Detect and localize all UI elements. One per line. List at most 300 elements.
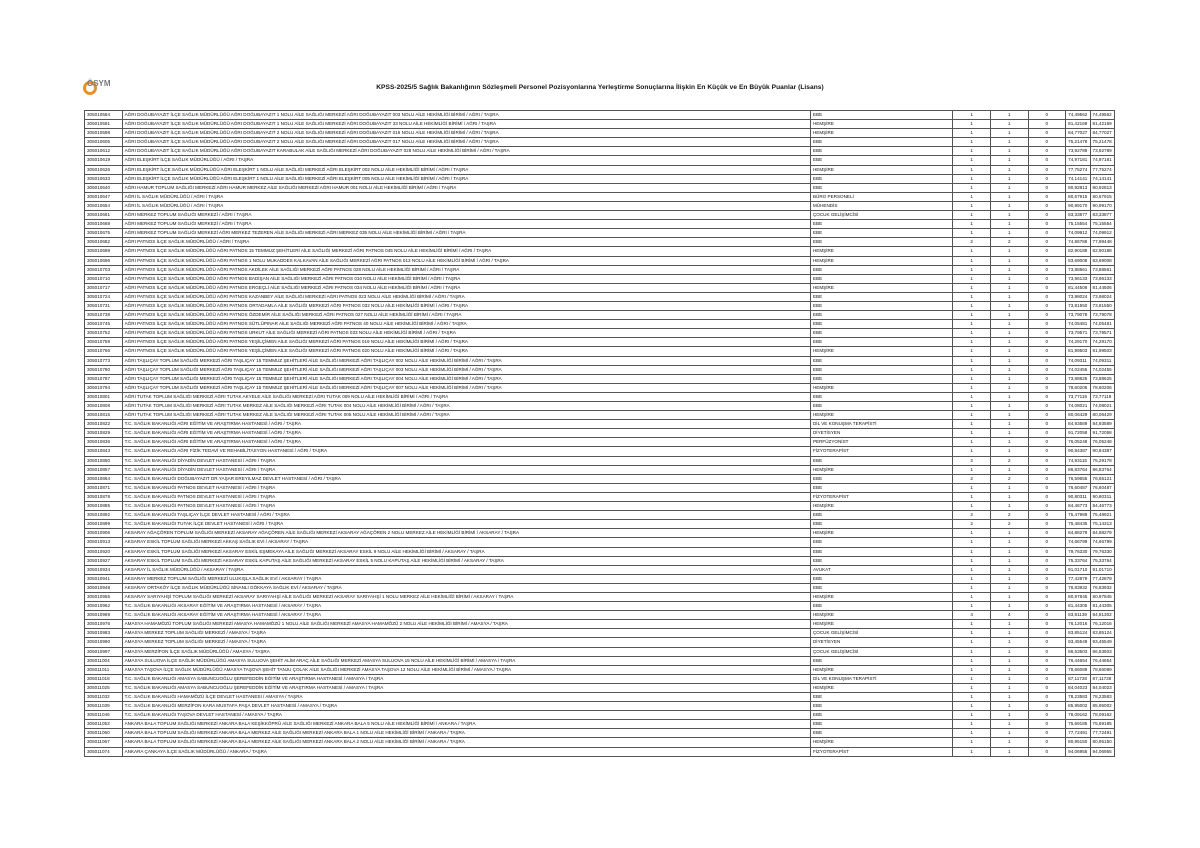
min-score-cell: 76,60487	[1066, 483, 1090, 492]
position-code-cell: 305010927	[85, 556, 123, 565]
quota-cell: 2	[953, 456, 991, 465]
position-code-cell: 305010969	[85, 611, 123, 620]
position-code-cell: 305010871	[85, 483, 123, 492]
position-title-cell: HEMŞİRE	[810, 683, 952, 692]
unit-name-cell: AĞRI TAŞLIÇAY TOPLUM SAĞLIĞI MERKEZİ AĞRI TAŞLIÇAY 15 TEMMUZ ŞEHİTLERİ AİLE SAĞLIĞI MERKEZİ AĞRI TAŞLIÇAY 002 NOLU AİLE HEKİMLİĞİ BİRİMİ / AĞRI / TAŞRA	[122, 356, 810, 365]
table-row	[85, 229, 1115, 238]
position-code-cell: 305010976	[85, 620, 123, 629]
unit-name-cell: AĞRI MERKEZ TOPLUM SAĞLIĞI MERKEZİ AĞRI MERKEZ TEZEREN AİLE SAĞLIĞI MERKEZİ AĞRI MERKEZ 035 NOLU AİLE HEKİMLİĞİ BİRİMİ / AĞRI / TAŞRA	[122, 229, 810, 238]
position-title-cell: DİYETİSYEN	[810, 429, 952, 438]
max-score-cell: 85,95002	[1090, 702, 1114, 711]
unit-name-cell: AĞRI DOĞUBAYAZIT İLÇE SAĞLIK MÜDÜRLÜĞÜ AĞRI DOĞUBAYAZIT KARABULAK AİLE SAĞLIĞI MERKEZİ AĞRI DOĞUBAYAZIT 028 NOLU AİLE HEKİMLİĞİ BİRİMİ / AĞRI / TAŞRA	[122, 147, 810, 156]
position-title-cell: FİZYOTERAPİST	[810, 747, 952, 756]
quota-cell: 1	[953, 356, 991, 365]
vacant-cell: 0	[1028, 538, 1066, 547]
unit-name-cell: T.C. SAĞLIK BAKANLIĞI AKSARAY EĞİTİM VE ARAŞTIRMA HASTANESİ / AKSARAY / TAŞRA	[122, 611, 810, 620]
placed-cell: 1	[990, 301, 1028, 310]
quota-cell: 1	[953, 392, 991, 401]
unit-name-cell: T.C. SAĞLIK BAKANLIĞI PATNOS DEVLET HASTANESİ / AĞRI / TAŞRA	[122, 483, 810, 492]
quota-cell: 1	[953, 201, 991, 210]
table-row	[85, 220, 1115, 229]
max-score-cell: 83,33877	[1090, 211, 1114, 220]
placed-cell: 1	[990, 547, 1028, 556]
position-code-cell: 305011025	[85, 683, 123, 692]
max-score-cell: 75,14313	[1090, 520, 1114, 529]
vacant-cell: 0	[1028, 211, 1066, 220]
min-score-cell: 75,48435	[1066, 520, 1090, 529]
quota-cell: 1	[953, 156, 991, 165]
position-title-cell: DİL VE KONUŞMA TERAPİSTİ	[810, 674, 952, 683]
quota-cell: 1	[953, 256, 991, 265]
unit-name-cell: AMASYA TAŞOVA İLÇE SAĞLIK MÜDÜRLÜĞÜ AMASYA TAŞOVA ŞEHİT TANJU ÇOLAK AİLE SAĞLIĞI MERKEZİ AMASYA TAŞOVA 12 NOLU AİLE HEKİMLİĞİ BİRİMİ / AMASYA / TAŞRA	[122, 665, 810, 674]
vacant-cell: 0	[1028, 693, 1066, 702]
quota-cell: 2	[953, 511, 991, 520]
max-score-cell: 76,65121	[1090, 474, 1114, 483]
unit-name-cell: T.C. SAĞLIK BAKANLIĞI DİYADİN DEVLET HASTANESİ / AĞRI / TAŞRA	[122, 465, 810, 474]
placed-cell: 1	[990, 156, 1028, 165]
vacant-cell: 0	[1028, 292, 1066, 301]
unit-name-cell: T.C. SAĞLIK BAKANLIĞI AĞRI EĞİTİM VE ARAŞTIRMA HASTANESİ / AĞRI / TAŞRA	[122, 438, 810, 447]
vacant-cell: 0	[1028, 338, 1066, 347]
position-title-cell: EBE	[810, 602, 952, 611]
unit-name-cell: T.C. SAĞLIK BAKANLIĞI AĞRI EĞİTİM VE ARAŞTIRMA HASTANESİ / AĞRI / TAŞRA	[122, 429, 810, 438]
table-row	[85, 711, 1115, 720]
min-score-cell: 78,23583	[1066, 693, 1090, 702]
position-code-cell: 305010885	[85, 502, 123, 511]
position-code-cell: 305010640	[85, 183, 123, 192]
vacant-cell: 0	[1028, 383, 1066, 392]
placed-cell: 1	[990, 465, 1028, 474]
table-row	[85, 602, 1115, 611]
unit-name-cell: AĞRI PATNOS İLÇE SAĞLIK MÜDÜRLÜĞÜ AĞRI PATNOS URKUT AİLE SAĞLIĞI MERKEZİ AĞRI PATNOS 033 NOLU AİLE HEKİMLİĞİ BİRİMİ / AĞRI / TAŞRA	[122, 329, 810, 338]
placed-cell: 1	[990, 720, 1028, 729]
placed-cell: 1	[990, 483, 1028, 492]
min-score-cell: 75,33764	[1066, 556, 1090, 565]
position-title-cell: EBE	[810, 392, 952, 401]
position-title-cell: EBE	[810, 702, 952, 711]
vacant-cell: 0	[1028, 702, 1066, 711]
max-score-cell: 84,04023	[1090, 683, 1114, 692]
unit-name-cell: AĞRI PATNOS İLÇE SAĞLIK MÜDÜRLÜĞÜ AĞRI PATNOS BADİŞAN AİLE SAĞLIĞI MERKEZİ AĞRI PATNOS 010 NOLU AİLE HEKİMLİĞİ BİRİMİ / AĞRI / TAŞRA	[122, 274, 810, 283]
quota-cell: 1	[953, 683, 991, 692]
quota-cell: 2	[953, 520, 991, 529]
unit-name-cell: T.C. SAĞLIK BAKANLIĞI AMASYA SABUNCUOĞLU ŞEREFEDDİN EĞİTİM VE ARAŞTIRMA HASTANESİ / AMASYA / TAŞRA	[122, 674, 810, 683]
position-code-cell: 305010941	[85, 574, 123, 583]
vacant-cell: 0	[1028, 665, 1066, 674]
placed-cell: 1	[990, 529, 1028, 538]
vacant-cell: 0	[1028, 411, 1066, 420]
placed-cell: 1	[990, 602, 1028, 611]
quota-cell: 1	[953, 693, 991, 702]
placed-cell: 1	[990, 220, 1028, 229]
results-table	[84, 110, 1115, 757]
position-code-cell: 305010619	[85, 156, 123, 165]
unit-name-cell: AĞRI PATNOS İLÇE SAĞLIK MÜDÜRLÜĞÜ / AĞRI / TAŞRA	[122, 238, 810, 247]
position-title-cell: HEMŞİRE	[810, 529, 952, 538]
min-score-cell: 86,83764	[1066, 465, 1090, 474]
position-code-cell: 305010794	[85, 383, 123, 392]
max-score-cell: 91,72058	[1090, 429, 1114, 438]
min-score-cell: 91,01710	[1066, 565, 1090, 574]
placed-cell: 1	[990, 592, 1028, 601]
quota-cell: 1	[953, 402, 991, 411]
logo-text: ÖSYM	[87, 79, 111, 88]
quota-cell: 1	[953, 729, 991, 738]
placed-cell: 1	[990, 447, 1028, 456]
position-title-cell: EBE	[810, 356, 952, 365]
min-score-cell: 77,75274	[1066, 165, 1090, 174]
table-row	[85, 492, 1115, 501]
position-title-cell: EBE	[810, 156, 952, 165]
vacant-cell: 0	[1028, 711, 1066, 720]
position-title-cell: HEMŞİRE	[810, 411, 952, 420]
position-title-cell: FİZYOTERAPİST	[810, 492, 952, 501]
min-score-cell: 76,05248	[1066, 438, 1090, 447]
position-title-cell: EBE	[810, 138, 952, 147]
table-row	[85, 329, 1115, 338]
table-row	[85, 529, 1115, 538]
position-code-cell: 305010759	[85, 338, 123, 347]
unit-name-cell: AMASYA HAMAMÖZÜ TOPLUM SAĞLIĞI MERKEZİ AMASYA HAMAMÖZÜ 1 NOLU AİLE SAĞLIĞI MERKEZİ AMASYA HAMAMÖZÜ 2 NOLU AİLE HEKİMLİĞİ BİRİMİ / AMASYA / TAŞRA	[122, 620, 810, 629]
table-row	[85, 383, 1115, 392]
unit-name-cell: T.C. SAĞLIK BAKANLIĞI AMASYA SABUNCUOĞLU ŞEREFEDDİN EĞİTİM VE ARAŞTIRMA HASTANESİ / AMASYA / TAŞRA	[122, 683, 810, 692]
max-score-cell: 78,23583	[1090, 693, 1114, 702]
vacant-cell: 0	[1028, 474, 1066, 483]
min-score-cell: 74,14141	[1066, 174, 1090, 183]
position-title-cell: EBE	[810, 329, 952, 338]
vacant-cell: 0	[1028, 274, 1066, 283]
position-code-cell: 305010892	[85, 511, 123, 520]
placed-cell: 1	[990, 656, 1028, 665]
vacant-cell: 0	[1028, 438, 1066, 447]
vacant-cell: 0	[1028, 256, 1066, 265]
vacant-cell: 0	[1028, 747, 1066, 756]
position-title-cell: EBE	[810, 538, 952, 547]
unit-name-cell: ANKARA BALA TOPLUM SAĞLIĞI MERKEZİ ANKARA BALA MERKEZ AİLE SAĞLIĞI MERKEZİ ANKARA BALA 2 NOLU AİLE HEKİMLİĞİ BİRİMİ / ANKARA / TAŞRA	[122, 738, 810, 747]
table-row	[85, 556, 1115, 565]
min-score-cell: 79,76330	[1066, 547, 1090, 556]
unit-name-cell: AĞRI DOĞUBAYAZIT İLÇE SAĞLIK MÜDÜRLÜĞÜ AĞRI DOĞUBAYAZIT 2 NOLU AİLE SAĞLIĞI MERKEZİ AĞRI DOĞUBAYAZIT 016 NOLU AİLE HEKİMLİĞİ BİRİMİ / AĞRI / TAŞRA	[122, 129, 810, 138]
position-code-cell: 305010787	[85, 374, 123, 383]
table-row	[85, 583, 1115, 592]
min-score-cell: 74,02455	[1066, 365, 1090, 374]
table-row	[85, 365, 1115, 374]
placed-cell: 1	[990, 665, 1028, 674]
vacant-cell: 0	[1028, 129, 1066, 138]
placed-cell: 1	[990, 192, 1028, 201]
min-score-cell: 80,06429	[1066, 411, 1090, 420]
min-score-cell: 73,79078	[1066, 311, 1090, 320]
table-row	[85, 147, 1115, 156]
max-score-cell: 86,83764	[1090, 465, 1114, 474]
quota-cell: 1	[953, 283, 991, 292]
unit-name-cell: AĞRI PATNOS İLÇE SAĞLIK MÜDÜRLÜĞÜ AĞRI PATNOS KAZANBEY AİLE SAĞLIĞI MERKEZİ AĞRI PATNOS 023 NOLU AİLE HEKİMLİĞİ BİRİMİ / AĞRI / TAŞRA	[122, 292, 810, 301]
quota-cell: 1	[953, 420, 991, 429]
vacant-cell: 0	[1028, 638, 1066, 647]
placed-cell: 2	[990, 474, 1028, 483]
max-score-cell: 81,99503	[1090, 347, 1114, 356]
quota-cell: 1	[953, 492, 991, 501]
position-title-cell: EBE	[810, 147, 952, 156]
table-row	[85, 447, 1115, 456]
min-score-cell: 73,88561	[1066, 265, 1090, 274]
unit-name-cell: AKSARAY AĞAÇÖREN TOPLUM SAĞLIĞI MERKEZİ AKSARAY AĞAÇÖREN AİLE SAĞLIĞI MERKEZİ AKSARAY AĞAÇÖREN 2 NOLU MERKEZ AİLE HEKİMLİĞİ BİRİMİ / AKSARAY / TAŞRA	[122, 529, 810, 538]
table-row	[85, 702, 1115, 711]
max-score-cell: 81,44506	[1090, 283, 1114, 292]
position-code-cell: 305010948	[85, 583, 123, 592]
max-score-cell: 76,60487	[1090, 483, 1114, 492]
min-score-cell: 73,98024	[1066, 292, 1090, 301]
placed-cell: 1	[990, 538, 1028, 547]
max-score-cell: 73,92789	[1090, 147, 1114, 156]
position-code-cell: 305010983	[85, 629, 123, 638]
placed-cell: 1	[990, 647, 1028, 656]
unit-name-cell: AĞRI MERKEZ TOPLUM SAĞLIĞI MERKEZİ / AĞRI / TAŞRA	[122, 211, 810, 220]
table-row	[85, 656, 1115, 665]
table-row	[85, 638, 1115, 647]
quota-cell: 1	[953, 556, 991, 565]
position-code-cell: 305010843	[85, 447, 123, 456]
max-score-cell: 80,97845	[1090, 592, 1114, 601]
quota-cell: 1	[953, 565, 991, 574]
max-score-cell: 90,99170	[1090, 201, 1114, 210]
unit-name-cell: AĞRI İL SAĞLIK MÜDÜRLÜĞÜ / AĞRI / TAŞRA	[122, 192, 810, 201]
placed-cell: 1	[990, 383, 1028, 392]
min-score-cell: 73,88625	[1066, 374, 1090, 383]
position-title-cell: EBE	[810, 111, 952, 120]
vacant-cell: 0	[1028, 529, 1066, 538]
max-score-cell: 81,44305	[1090, 602, 1114, 611]
quota-cell: 1	[953, 338, 991, 347]
min-score-cell: 81,44506	[1066, 283, 1090, 292]
placed-cell: 1	[990, 420, 1028, 429]
table-row	[85, 465, 1115, 474]
placed-cell: 1	[990, 356, 1028, 365]
unit-name-cell: T.C. SAĞLIK BAKANLIĞI PATNOS DEVLET HASTANESİ / AĞRI / TAŞRA	[122, 502, 810, 511]
quota-cell: 1	[953, 138, 991, 147]
table-row	[85, 283, 1115, 292]
quota-cell: 1	[953, 429, 991, 438]
table-row	[85, 129, 1115, 138]
max-score-cell: 77,72491	[1090, 729, 1114, 738]
max-score-cell: 77,99448	[1090, 238, 1114, 247]
placed-cell: 1	[990, 438, 1028, 447]
quota-cell: 1	[953, 129, 991, 138]
position-code-cell: 305010934	[85, 565, 123, 574]
vacant-cell: 0	[1028, 629, 1066, 638]
min-score-cell: 83,33877	[1066, 211, 1090, 220]
max-score-cell: 74,09912	[1090, 229, 1114, 238]
quota-cell: 1	[953, 656, 991, 665]
placed-cell: 1	[990, 265, 1028, 274]
min-score-cell: 76,59655	[1066, 474, 1090, 483]
position-title-cell: HEMŞİRE	[810, 383, 952, 392]
table-row	[85, 520, 1115, 529]
placed-cell: 1	[990, 283, 1028, 292]
min-score-cell: 74,97181	[1066, 156, 1090, 165]
max-score-cell: 87,11728	[1090, 674, 1114, 683]
placed-cell: 1	[990, 111, 1028, 120]
position-code-cell: 305010605	[85, 138, 123, 147]
position-title-cell: EBE	[810, 183, 952, 192]
placed-cell: 1	[990, 274, 1028, 283]
position-code-cell: 305010598	[85, 129, 123, 138]
position-title-cell: EBE	[810, 320, 952, 329]
table-row	[85, 338, 1115, 347]
table-row	[85, 547, 1115, 556]
max-score-cell: 74,02455	[1090, 365, 1114, 374]
unit-name-cell: ANKARA ÇANKAYA İLÇE SAĞLIK MÜDÜRLÜĞÜ / ANKARA / TAŞRA	[122, 747, 810, 756]
table-row	[85, 301, 1115, 310]
quota-cell: 1	[953, 229, 991, 238]
table-row	[85, 747, 1115, 756]
min-score-cell: 91,72058	[1066, 429, 1090, 438]
table-row	[85, 438, 1115, 447]
vacant-cell: 0	[1028, 356, 1066, 365]
quota-cell: 1	[953, 347, 991, 356]
table-row	[85, 592, 1115, 601]
unit-name-cell: AĞRI TUTAK TOPLUM SAĞLIĞI MERKEZİ AĞRI TUTAK MERKEZ AİLE SAĞLIĞI MERKEZİ AĞRI TUTAK 004 NOLU AİLE HEKİMLİĞİ BİRİMİ / AĞRI / TAŞRA	[122, 402, 810, 411]
vacant-cell: 0	[1028, 583, 1066, 592]
vacant-cell: 0	[1028, 720, 1066, 729]
position-title-cell: EBE	[810, 711, 952, 720]
table-row	[85, 192, 1115, 201]
vacant-cell: 0	[1028, 111, 1066, 120]
max-score-cell: 75,29178	[1090, 456, 1114, 465]
max-score-cell: 94,06955	[1090, 747, 1114, 756]
placed-cell: 1	[990, 183, 1028, 192]
position-title-cell: PERFÜZYONİST	[810, 438, 952, 447]
unit-name-cell: AĞRI PATNOS İLÇE SAĞLIK MÜDÜRLÜĞÜ AĞRI PATNOS 1 NOLU MUKADDES KALKAVAN AİLE SAĞLIĞI MERKEZİ AĞRI PATNOS 013 NOLU AİLE HEKİMLİĞİ BİRİMİ / AĞRI / TAŞRA	[122, 256, 810, 265]
unit-name-cell: AĞRI MERKEZ TOPLUM SAĞLIĞI MERKEZİ / AĞRI / TAŞRA	[122, 220, 810, 229]
placed-cell: 1	[990, 392, 1028, 401]
unit-name-cell: AKSARAY SARIYAHŞİ TOPLUM SAĞLIĞI MERKEZİ AKSARAY SARIYAHŞİ AİLE SAĞLIĞI MERKEZİ AKSARAY SARIYAHŞİ 1 NOLU MERKEZ AİLE HEKİMLİĞİ BİRİMİ / AKSARAY / TAŞRA	[122, 592, 810, 601]
position-code-cell: 305010864	[85, 474, 123, 483]
table-row	[85, 392, 1115, 401]
max-score-cell: 80,95150	[1090, 738, 1114, 747]
position-code-cell: 305010808	[85, 402, 123, 411]
min-score-cell: 73,81550	[1066, 301, 1090, 310]
position-title-cell: HEMŞİRE	[810, 283, 952, 292]
unit-name-cell: AĞRI HAMUR TOPLUM SAĞLIĞI MERKEZİ AĞRI HAMUR MERKEZ AİLE SAĞLIĞI MERKEZİ AĞRI HAMUR 001 NOLU AİLE HEKİMLİĞİ BİRİMİ / AĞRI / TAŞRA	[122, 183, 810, 192]
position-title-cell: EBE	[810, 483, 952, 492]
position-title-cell: DİL VE KONUŞMA TERAPİSTİ	[810, 420, 952, 429]
vacant-cell: 0	[1028, 502, 1066, 511]
table-row	[85, 665, 1115, 674]
position-title-cell: ÇOCUK GELİŞİMCİSİ	[810, 629, 952, 638]
vacant-cell: 0	[1028, 574, 1066, 583]
placed-cell: 1	[990, 574, 1028, 583]
table-row	[85, 420, 1115, 429]
placed-cell: 1	[990, 502, 1028, 511]
vacant-cell: 0	[1028, 738, 1066, 747]
position-code-cell: 305010780	[85, 365, 123, 374]
position-code-cell: 305010724	[85, 292, 123, 301]
table-row	[85, 120, 1115, 129]
position-code-cell: 305010584	[85, 111, 123, 120]
position-title-cell: HEMŞİRE	[810, 465, 952, 474]
placed-cell: 1	[990, 747, 1028, 756]
table-row	[85, 238, 1115, 247]
vacant-cell: 0	[1028, 520, 1066, 529]
position-title-cell: EBE	[810, 556, 952, 565]
quota-cell: 1	[953, 483, 991, 492]
unit-name-cell: AĞRI PATNOS İLÇE SAĞLIK MÜDÜRLÜĞÜ AĞRI PATNOS ORTADAMLA AİLE SAĞLIĞI MERKEZİ AĞRI PATNOS 032 NOLU AİLE HEKİMLİĞİ BİRİMİ / AĞRI / TAŞRA	[122, 301, 810, 310]
table-row	[85, 720, 1115, 729]
vacant-cell: 0	[1028, 392, 1066, 401]
min-score-cell: 83,81139	[1066, 611, 1090, 620]
placed-cell: 1	[990, 683, 1028, 692]
table-row	[85, 402, 1115, 411]
unit-name-cell: AĞRI DOĞUBAYAZIT İLÇE SAĞLIK MÜDÜRLÜĞÜ AĞRI DOĞUBAYAZIT 1 NOLU AİLE SAĞLIĞI MERKEZİ AĞRI DOĞUBAYAZIT 003 NOLU AİLE HEKİMLİĞİ BİRİMİ / AĞRI / TAŞRA	[122, 111, 810, 120]
unit-name-cell: AĞRI DOĞUBAYAZIT İLÇE SAĞLIK MÜDÜRLÜĞÜ AĞRI DOĞUBAYAZIT 1 NOLU AİLE SAĞLIĞI MERKEZİ AĞRI DOĞUBAYAZIT 33 NOLU AİLE HEKİMLİĞİ BİRİMİ / AĞRI / TAŞRA	[122, 120, 810, 129]
max-score-cell: 73,88625	[1090, 374, 1114, 383]
quota-cell: 1	[953, 574, 991, 583]
min-score-cell: 74,66799	[1066, 538, 1090, 547]
vacant-cell: 0	[1028, 174, 1066, 183]
max-score-cell: 90,84387	[1090, 447, 1114, 456]
max-score-cell: 74,09311	[1090, 356, 1114, 365]
position-title-cell: EBE	[810, 174, 952, 183]
position-title-cell: FİZYOTERAPİST	[810, 447, 952, 456]
unit-name-cell: AĞRI PATNOS İLÇE SAĞLIK MÜDÜRLÜĞÜ AĞRI PATNOS YEŞİLÇİMEN AİLE SAĞLIĞI MERKEZİ AĞRI PATNOS 019 NOLU AİLE HEKİMLİĞİ BİRİMİ / AĞRI / TAŞRA	[122, 338, 810, 347]
table-row	[85, 183, 1115, 192]
placed-cell: 1	[990, 711, 1028, 720]
position-code-cell: 305011053	[85, 720, 123, 729]
quota-cell: 2	[953, 238, 991, 247]
position-title-cell: HEMŞİRE	[810, 129, 952, 138]
table-row	[85, 174, 1115, 183]
quota-cell: 1	[953, 447, 991, 456]
min-score-cell: 75,47989	[1066, 511, 1090, 520]
position-code-cell: 305010689	[85, 247, 123, 256]
placed-cell: 1	[990, 320, 1028, 329]
table-row	[85, 320, 1115, 329]
max-score-cell: 78,60206	[1090, 383, 1114, 392]
position-code-cell: 305010766	[85, 347, 123, 356]
unit-name-cell: T.C. SAĞLIK BAKANLIĞI TUTAK İLÇE DEVLET HASTANESİ / AĞRI / TAŞRA	[122, 520, 810, 529]
min-score-cell: 82,90188	[1066, 247, 1090, 256]
max-score-cell: 74,08021	[1090, 402, 1114, 411]
quota-cell: 1	[953, 374, 991, 383]
min-score-cell: 80,67915	[1066, 192, 1090, 201]
max-score-cell: 73,77119	[1090, 392, 1114, 401]
quota-cell: 1	[953, 502, 991, 511]
min-score-cell: 90,99170	[1066, 201, 1090, 210]
placed-cell: 2	[990, 520, 1028, 529]
max-score-cell: 80,92813	[1090, 183, 1114, 192]
max-score-cell: 83,69008	[1090, 256, 1114, 265]
min-score-cell: 87,11728	[1066, 674, 1090, 683]
quota-cell: 1	[953, 592, 991, 601]
max-score-cell: 76,05248	[1090, 438, 1114, 447]
position-title-cell: EBE	[810, 292, 952, 301]
min-score-cell: 76,83932	[1066, 583, 1090, 592]
max-score-cell: 83,85124	[1090, 629, 1114, 638]
quota-cell: 1	[953, 301, 991, 310]
max-score-cell: 73,98024	[1090, 292, 1114, 301]
vacant-cell: 0	[1028, 683, 1066, 692]
placed-cell: 1	[990, 129, 1028, 138]
vacant-cell: 0	[1028, 556, 1066, 565]
position-title-cell: EBE	[810, 220, 952, 229]
max-score-cell: 73,88561	[1090, 265, 1114, 274]
vacant-cell: 0	[1028, 592, 1066, 601]
placed-cell: 1	[990, 292, 1028, 301]
quota-cell: 1	[953, 602, 991, 611]
position-title-cell: EBE	[810, 520, 952, 529]
position-title-cell: EBE	[810, 693, 952, 702]
